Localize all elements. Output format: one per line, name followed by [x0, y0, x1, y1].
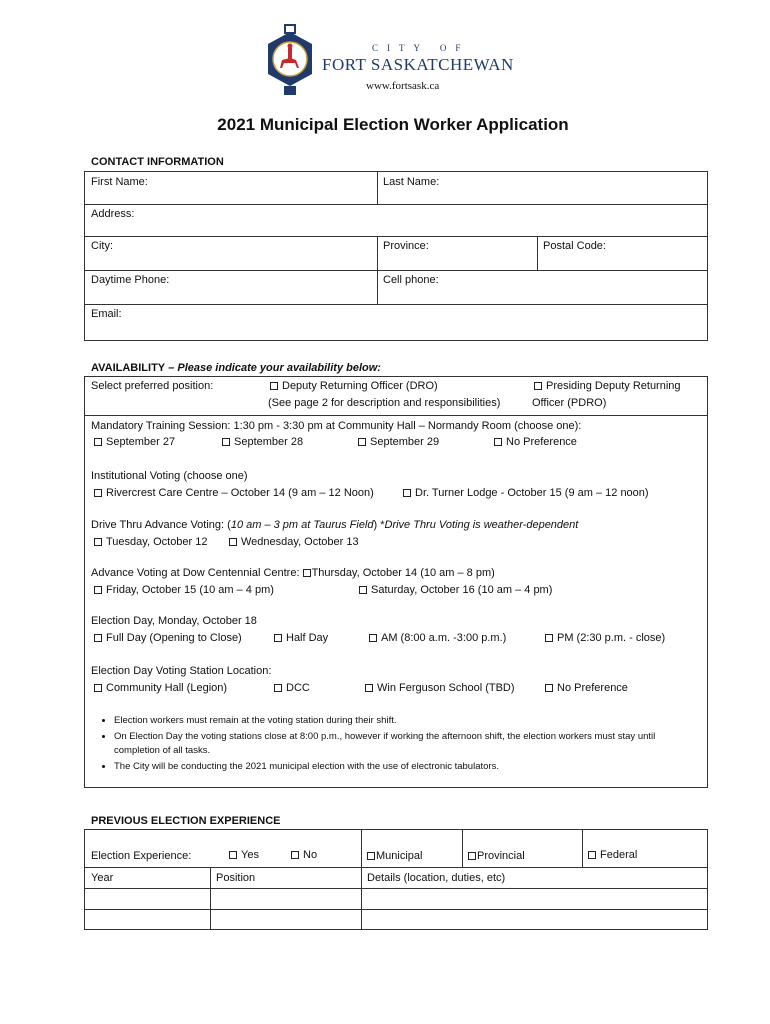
- institutional-option-2[interactable]: Dr. Turner Lodge - October 15 (9 am – 12 noon): [403, 487, 649, 499]
- election-day-label: Election Day, Monday, October 18: [91, 615, 257, 627]
- election-day-option-1[interactable]: Full Day (Opening to Close): [94, 632, 242, 644]
- checkbox-icon[interactable]: [274, 684, 282, 692]
- checkbox-icon[interactable]: [358, 438, 366, 446]
- checkbox-icon[interactable]: [229, 538, 237, 546]
- website[interactable]: www.fortsask.ca: [366, 80, 440, 92]
- checkbox-icon[interactable]: [94, 538, 102, 546]
- checkbox-icon[interactable]: [588, 851, 596, 859]
- advance-voting-label: Advance Voting at Dow Centennial Centre: Thursday, October 14 (10 am – 8 pm): [91, 567, 495, 579]
- station-label: Election Day Voting Station Location:: [91, 665, 272, 677]
- note-item: • Election workers must remain at the voting station during their shift.: [114, 714, 660, 728]
- checkbox-icon[interactable]: [468, 852, 476, 860]
- election-day-option-2[interactable]: Half Day: [274, 632, 328, 644]
- checkbox-icon[interactable]: [367, 852, 375, 860]
- training-option-4[interactable]: No Preference: [494, 436, 577, 448]
- checkbox-icon[interactable]: [365, 684, 373, 692]
- experience-yes-option[interactable]: Yes: [229, 849, 259, 861]
- checkbox-icon[interactable]: [291, 851, 299, 859]
- checkbox-icon[interactable]: [94, 634, 102, 642]
- cell-phone-field[interactable]: Cell phone:: [383, 274, 439, 286]
- checkbox-icon[interactable]: [359, 586, 367, 594]
- province-field[interactable]: Province:: [383, 240, 429, 252]
- page-title: 2021 Municipal Election Worker Application: [217, 115, 569, 134]
- municipal-option[interactable]: Municipal: [367, 850, 422, 862]
- daytime-phone-field[interactable]: Daytime Phone:: [91, 274, 170, 286]
- training-option-2[interactable]: September 28: [222, 436, 303, 448]
- checkbox-icon[interactable]: [303, 569, 311, 577]
- experience-heading: PREVIOUS ELECTION EXPERIENCE: [91, 815, 281, 827]
- training-option-3[interactable]: September 29: [358, 436, 439, 448]
- experience-no-option[interactable]: No: [291, 849, 317, 861]
- station-option-3[interactable]: Win Ferguson School (TBD): [365, 682, 515, 694]
- checkbox-icon[interactable]: [274, 634, 282, 642]
- checkbox-icon[interactable]: [94, 489, 102, 497]
- checkbox-icon[interactable]: [270, 382, 278, 390]
- city-field[interactable]: City:: [91, 240, 113, 252]
- dro-option[interactable]: Deputy Returning Officer (DRO): [270, 380, 438, 392]
- provincial-option[interactable]: Provincial: [468, 850, 525, 862]
- address-field[interactable]: Address:: [91, 208, 135, 220]
- election-day-option-3[interactable]: AM (8:00 a.m. -3:00 p.m.): [369, 632, 506, 644]
- drive-thru-label: Drive Thru Advance Voting: (10 am – 3 pm at Taurus Field) *Drive Thru Voting is weather-dependent: [91, 519, 579, 531]
- availability-heading: AVAILABILITY – Please indicate your availability below:: [91, 362, 381, 374]
- dro-note: (See page 2 for description and responsibilities): [268, 397, 501, 409]
- checkbox-icon[interactable]: [403, 489, 411, 497]
- city-logo: [262, 24, 318, 96]
- checkbox-icon[interactable]: [369, 634, 377, 642]
- station-option-1[interactable]: Community Hall (Legion): [94, 682, 227, 694]
- checkbox-icon[interactable]: [94, 586, 102, 594]
- checkbox-icon[interactable]: [534, 382, 542, 390]
- election-experience-label: Election Experience:: [91, 850, 192, 862]
- training-option-1[interactable]: September 27: [94, 436, 175, 448]
- city-of-label: CITY OF: [372, 43, 470, 53]
- training-label: Mandatory Training Session: 1:30 pm - 3:30 pm at Community Hall – Normandy Room (choose one):: [91, 420, 582, 432]
- city-name: FORT SASKATCHEWAN: [322, 55, 514, 74]
- drive-thru-option-2[interactable]: Wednesday, October 13: [229, 536, 359, 548]
- station-option-2[interactable]: DCC: [274, 682, 310, 694]
- institutional-option-1[interactable]: Rivercrest Care Centre – October 14 (9 am – 12 Noon): [94, 487, 374, 499]
- crest-icon: [262, 24, 318, 96]
- col-year: Year: [91, 872, 114, 884]
- checkbox-icon[interactable]: [94, 684, 102, 692]
- checkbox-icon[interactable]: [545, 684, 553, 692]
- institutional-label: Institutional Voting (choose one): [91, 470, 248, 482]
- checkbox-icon[interactable]: [229, 851, 237, 859]
- col-position: Position: [216, 872, 256, 884]
- postal-code-field[interactable]: Postal Code:: [543, 240, 606, 252]
- contact-heading: CONTACT INFORMATION: [91, 156, 224, 168]
- notes-list: [100, 714, 660, 776]
- col-details: Details (location, duties, etc): [367, 872, 506, 884]
- note-item: • On Election Day the voting stations close at 8:00 p.m., however if working the afternoon shift, the election workers must stay until completion of all tasks.: [114, 730, 660, 758]
- pdro-option[interactable]: Presiding Deputy Returning: [534, 380, 681, 392]
- station-option-4[interactable]: No Preference: [545, 682, 628, 694]
- advance-option-2[interactable]: Saturday, October 16 (10 am – 4 pm): [359, 584, 552, 596]
- checkbox-icon[interactable]: [494, 438, 502, 446]
- checkbox-icon[interactable]: [545, 634, 553, 642]
- drive-thru-option-1[interactable]: Tuesday, October 12: [94, 536, 208, 548]
- checkbox-icon[interactable]: [94, 438, 102, 446]
- contact-table: [84, 171, 708, 341]
- pdro-label-2: Officer (PDRO): [532, 397, 607, 409]
- email-field[interactable]: Email:: [91, 308, 122, 320]
- election-day-option-4[interactable]: PM (2:30 p.m. - close): [545, 632, 665, 644]
- federal-option[interactable]: Federal: [588, 849, 637, 861]
- advance-option-1[interactable]: Friday, October 15 (10 am – 4 pm): [94, 584, 274, 596]
- checkbox-icon[interactable]: [222, 438, 230, 446]
- first-name-field[interactable]: First Name:: [91, 176, 148, 188]
- last-name-field[interactable]: Last Name:: [383, 176, 440, 188]
- select-position-label: Select preferred position:: [91, 380, 214, 392]
- note-item: • The City will be conducting the 2021 municipal election with the use of electronic tabulators.: [114, 760, 660, 774]
